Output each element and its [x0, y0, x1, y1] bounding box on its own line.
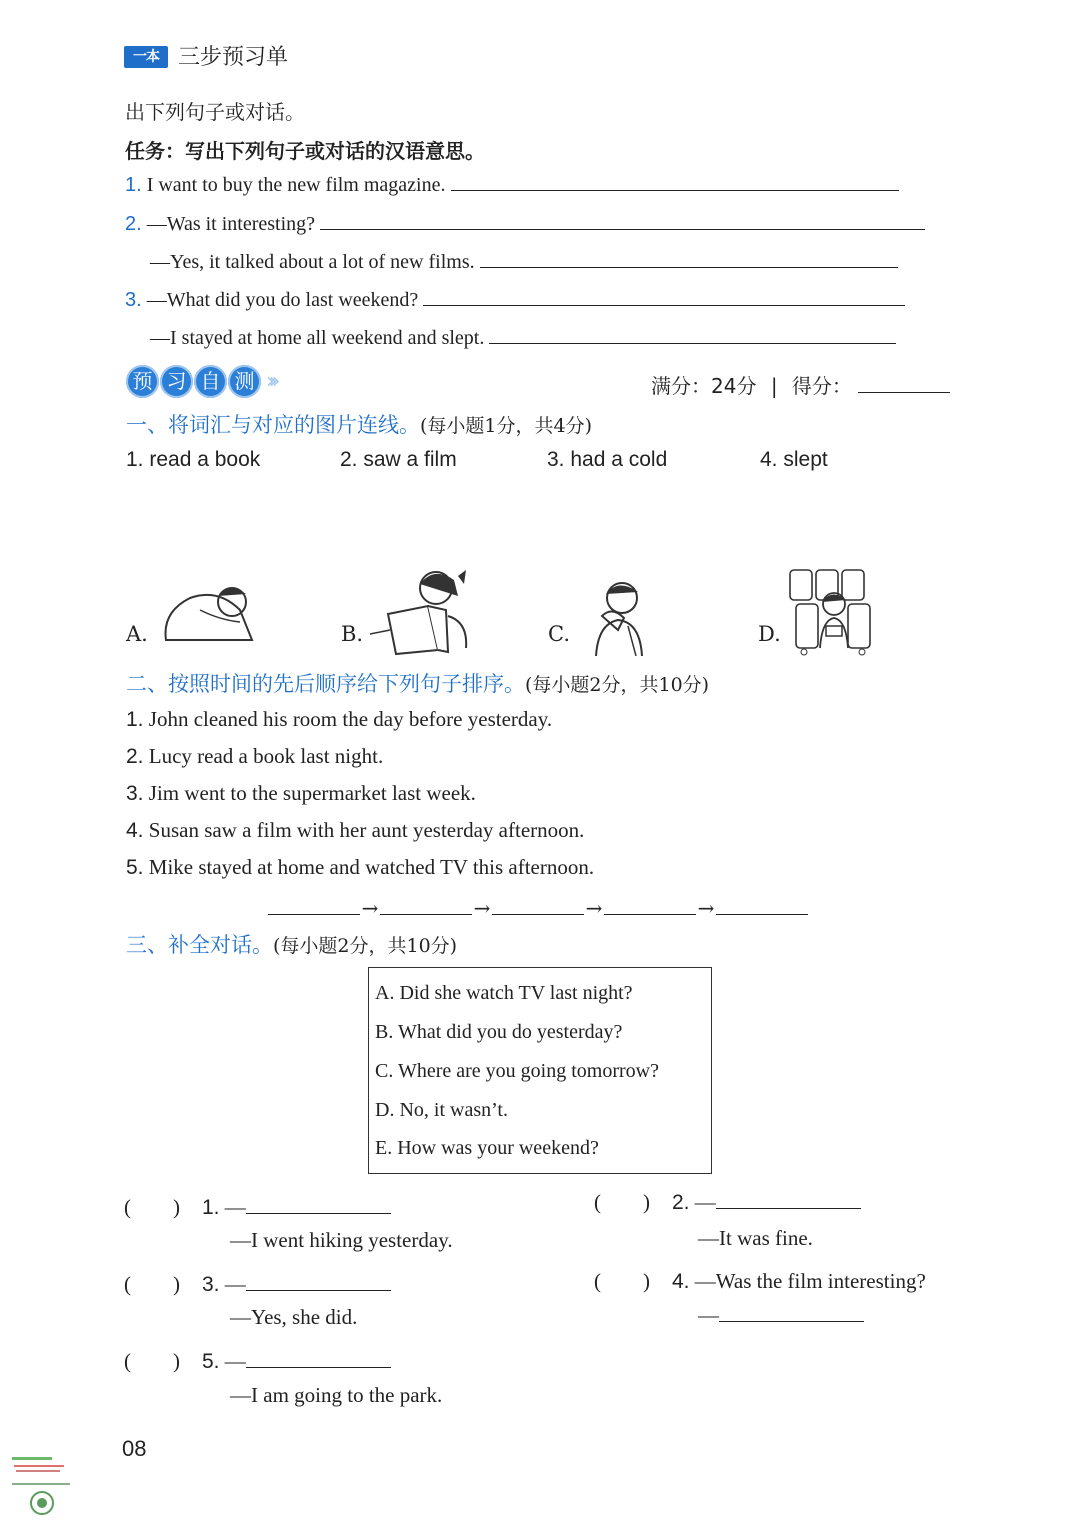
- reading-child-picture[interactable]: [368, 566, 480, 656]
- picture-label-c: C.: [548, 622, 570, 646]
- dialogue-reply-4: [698, 1303, 864, 1328]
- score-input-line[interactable]: [858, 391, 950, 393]
- arrow-right-icon: →: [361, 896, 379, 920]
- sentence-text: Jim went to the supermarket last week.: [148, 781, 476, 805]
- score-divider: |: [770, 374, 778, 398]
- item-number: 3.: [202, 1273, 220, 1296]
- item-number: 2.: [126, 745, 144, 768]
- translate-item-2b: [150, 251, 898, 274]
- answer-line[interactable]: [320, 228, 925, 230]
- answer-line[interactable]: [480, 266, 898, 268]
- answer-paren[interactable]: ( ): [594, 1190, 650, 1214]
- translate-item-1: [125, 174, 899, 197]
- translate-item-3: [125, 289, 905, 312]
- question-text: —Was the film interesting?: [694, 1269, 926, 1293]
- picture-label-a: A.: [126, 622, 148, 646]
- section-title: 一、将词汇与对应的图片连线。: [126, 413, 420, 437]
- dialogue-item-3: [124, 1268, 391, 1298]
- option-a: A. Did she watch TV last night?: [375, 982, 633, 1004]
- preview-selftest-badge: [126, 364, 274, 398]
- dialogue-item-1: [124, 1191, 391, 1221]
- picture-label-b: B.: [341, 622, 364, 646]
- item-number: 1.: [125, 174, 142, 196]
- question-dash: —: [224, 1272, 246, 1296]
- order-sentence-5: [126, 855, 594, 880]
- order-sentence-3: [126, 781, 476, 806]
- answer-line[interactable]: [246, 1272, 391, 1291]
- dialogue-item-2: [594, 1186, 861, 1216]
- item-number: 1.: [126, 708, 144, 731]
- order-sentence-2: [126, 744, 383, 769]
- item-text: —What did you do last weekend?: [146, 289, 419, 311]
- order-sentence-1: [126, 707, 552, 732]
- phrase-3[interactable]: 3. had a cold: [547, 448, 668, 471]
- arrow-right-icon: →: [697, 896, 715, 920]
- section-note: (每小题2分，共10分): [273, 935, 458, 957]
- badge-char: 习: [160, 365, 193, 398]
- answer-line[interactable]: [716, 1190, 861, 1209]
- item-number: 1.: [202, 1196, 220, 1219]
- section-title: 二、按照时间的先后顺序给下列句子排序。: [126, 672, 525, 696]
- picture-label-d: D.: [758, 622, 781, 646]
- cinema-child-picture[interactable]: [786, 564, 882, 656]
- answer-line[interactable]: [489, 342, 896, 344]
- answer-paren[interactable]: ( ): [124, 1195, 180, 1219]
- answer-line[interactable]: [719, 1303, 864, 1322]
- order-blank[interactable]: [380, 898, 472, 915]
- item-number: 4.: [672, 1270, 690, 1293]
- option-c: C. Where are you going tomorrow?: [375, 1060, 659, 1082]
- page-number: 08: [122, 1436, 147, 1461]
- dialogue-item-5: [124, 1345, 391, 1375]
- sentence-text: Mike stayed at home and watched TV this afternoon.: [148, 855, 595, 879]
- sentence-text: Lucy read a book last night.: [148, 744, 384, 768]
- section3-title: [126, 929, 457, 959]
- options-box: [368, 967, 712, 1174]
- order-blank[interactable]: [492, 898, 584, 915]
- item-number: 5.: [202, 1350, 220, 1373]
- dialogue-reply-5: —I am going to the park.: [230, 1383, 443, 1407]
- item-text: —Was it interesting?: [146, 213, 316, 235]
- item-number: 3.: [125, 289, 142, 311]
- item-number: 5.: [126, 856, 144, 879]
- score-area: [651, 370, 950, 399]
- task-instruction: 任务：写出下列句子或对话的汉语意思。: [125, 139, 485, 163]
- section-note: (每小题1分，共4分): [420, 415, 593, 437]
- arrow-right-icon: →: [585, 896, 603, 920]
- sentence-text: John cleaned his room the day before yesterday.: [148, 707, 553, 731]
- order-blank[interactable]: [604, 898, 696, 915]
- option-b: B. What did you do yesterday?: [375, 1021, 623, 1043]
- answer-paren[interactable]: ( ): [124, 1272, 180, 1296]
- question-dash: —: [224, 1349, 246, 1373]
- sleeping-child-picture[interactable]: [160, 580, 260, 650]
- item-number: 3.: [126, 782, 144, 805]
- section2-title: [126, 668, 709, 698]
- dialogue-reply-3: —Yes, she did.: [230, 1305, 358, 1329]
- order-sentence-4: [126, 818, 584, 843]
- badge-char: 预: [126, 365, 159, 398]
- item-text: —I stayed at home all weekend and slept.: [150, 327, 485, 349]
- translate-item-3b: [150, 327, 896, 350]
- item-text: I want to buy the new film magazine.: [146, 174, 446, 196]
- intro-line: 出下列句子或对话。: [125, 100, 305, 124]
- sick-child-picture[interactable]: [588, 576, 648, 656]
- reply-dash: —: [698, 1303, 719, 1327]
- page-header-title: 三步预习单: [178, 45, 289, 70]
- answer-line[interactable]: [423, 304, 905, 306]
- phrase-1[interactable]: 1. read a book: [126, 448, 261, 471]
- answer-line[interactable]: [246, 1195, 391, 1214]
- option-d: D. No, it wasn’t.: [375, 1099, 508, 1121]
- brand-logo: 一本: [124, 46, 168, 68]
- get-score-label: 得分：: [791, 374, 852, 398]
- answer-paren[interactable]: ( ): [124, 1349, 180, 1373]
- question-dash: —: [224, 1195, 246, 1219]
- answer-line[interactable]: [451, 189, 899, 191]
- section1-title: [126, 409, 592, 439]
- item-text: —Yes, it talked about a lot of new films.: [150, 251, 475, 273]
- translate-item-2: [125, 213, 925, 236]
- badge-char: 自: [194, 365, 227, 398]
- answer-paren[interactable]: ( ): [594, 1269, 650, 1293]
- item-number: 2.: [672, 1191, 690, 1214]
- dialogue-reply-2: —It was fine.: [698, 1226, 813, 1250]
- dialogue-reply-1: —I went hiking yesterday.: [230, 1228, 453, 1252]
- order-answer-line: [268, 896, 808, 920]
- phrase-2[interactable]: 2. saw a film: [340, 448, 457, 471]
- full-score: 满分：24分: [651, 374, 757, 398]
- item-number: 2.: [125, 213, 142, 235]
- sentence-text: Susan saw a film with her aunt yesterday afternoon.: [148, 818, 585, 842]
- item-number: 4.: [126, 819, 144, 842]
- arrow-right-icon: →: [473, 896, 491, 920]
- watermark-stamp-icon: [8, 1455, 78, 1521]
- section-title: 三、补全对话。: [126, 933, 273, 957]
- question-dash: —: [694, 1190, 716, 1214]
- section-note: (每小题2分，共10分): [525, 674, 710, 696]
- phrase-4[interactable]: 4. slept: [760, 448, 828, 471]
- badge-char: 测: [228, 365, 261, 398]
- dialogue-item-4: [594, 1265, 926, 1295]
- answer-line[interactable]: [246, 1349, 391, 1368]
- order-blank[interactable]: [268, 898, 360, 915]
- option-e: E. How was your weekend?: [375, 1137, 599, 1159]
- chevrons-right-icon: ›››: [266, 368, 275, 394]
- order-blank[interactable]: [716, 898, 808, 915]
